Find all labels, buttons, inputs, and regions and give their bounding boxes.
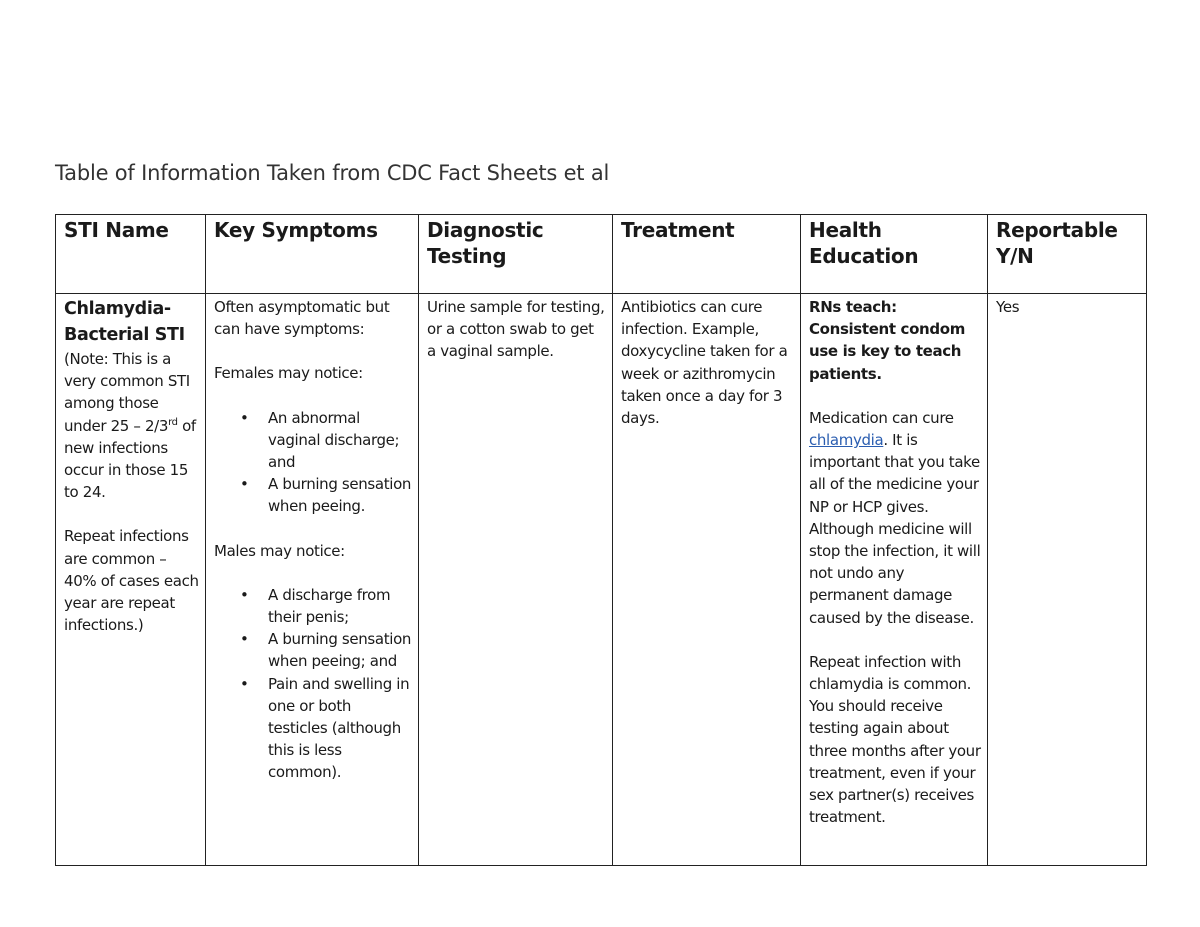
page-title: Table of Information Taken from CDC Fact Sheets et al <box>55 161 610 185</box>
list-item: • A burning sensation when peeing; and <box>268 628 412 672</box>
sti-note <box>64 348 199 503</box>
cell-reportable <box>988 294 1147 866</box>
education-medication <box>809 407 981 629</box>
cell-sti-name <box>56 294 206 866</box>
sti-note-text: (Note: This is a very common STI among those under 25 – 2/3 <box>64 350 190 435</box>
education-medication-text: Medication can cure <box>809 408 954 427</box>
females-label: Females may notice: <box>214 364 363 383</box>
sti-note-sup: rd <box>168 416 178 428</box>
males-symptom-list <box>214 584 412 784</box>
males-label: Males may notice: <box>214 541 345 560</box>
header-health-education: Health Education <box>801 215 988 294</box>
education-medication-text-end: . It is important that you take all of the medicine your NP or HCP gives. Although medicine will stop the infection, it will not undo any permanent damage caused by the disease. <box>809 431 981 627</box>
treatment-text: Antibiotics can cure infection. Example, doxycycline taken for a week or azithromycin taken once a day for 3 days. <box>621 298 788 428</box>
reportable-value: Yes <box>996 298 1020 316</box>
table-header-row <box>56 215 1147 294</box>
list-item: • A discharge from their penis; <box>268 584 412 628</box>
header-diagnostic-testing: Diagnostic Testing <box>419 215 613 294</box>
testing-text: Urine sample for testing, or a cotton swab to get a vaginal sample. <box>427 298 605 361</box>
list-item: • A burning sensation when peeing. <box>268 473 412 517</box>
cell-treatment <box>613 294 801 866</box>
sti-note-repeat: Repeat infections are common – 40% of cases each year are repeat infections.) <box>64 527 199 635</box>
sti-info-table <box>55 214 1147 866</box>
sti-title: Chlamydia-Bacterial STI <box>64 299 185 345</box>
header-reportable: Reportable Y/N <box>988 215 1147 294</box>
header-treatment: Treatment <box>613 215 801 294</box>
header-sti-name: STI Name <box>56 215 206 294</box>
cell-key-symptoms <box>206 294 419 866</box>
header-key-symptoms: Key Symptoms <box>206 215 419 294</box>
education-bold: RNs teach: Consistent condom use is key to teach patients. <box>809 298 966 383</box>
chlamydia-link[interactable]: chlamydia <box>809 431 884 450</box>
symptoms-intro: Often asymptomatic but can have symptoms: <box>214 298 390 339</box>
sti-note-text-end: of new infections occur in those 15 to 24. <box>64 416 196 502</box>
education-repeat: Repeat infection with chlamydia is common. You should receive testing again about three months after your treatment, even if your sex partner(s) receives treatment. <box>809 652 981 827</box>
cell-health-education <box>801 294 988 866</box>
females-symptom-list <box>214 407 412 518</box>
list-item: • An abnormal vaginal discharge; and <box>268 407 412 474</box>
cell-diagnostic-testing <box>419 294 613 866</box>
table-row <box>56 294 1147 866</box>
list-item: • Pain and swelling in one or both testicles (although this is less common). <box>268 673 412 784</box>
